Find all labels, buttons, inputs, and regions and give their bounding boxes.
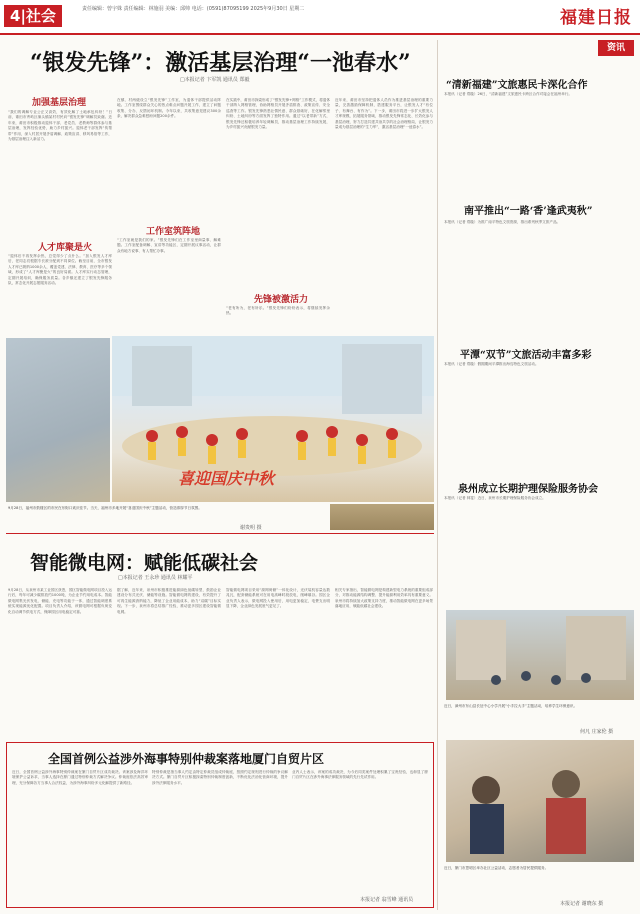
second-headline: 智能微电网：赋能低碳社会 <box>30 552 259 574</box>
page-number: 4 <box>10 7 21 25</box>
subhead-4: 先锋被激活力 <box>254 295 309 305</box>
sidebar-bottom-photo-art <box>446 740 634 862</box>
photo-credit: 谢贵明 摄 <box>240 525 262 531</box>
section-rule <box>6 533 434 534</box>
sidebar-photo <box>446 610 634 700</box>
body-col-3b: “老有所为，老有所乐。”银发先锋们纷纷表示，将继续发挥余热。 <box>226 306 330 316</box>
sidebar-title-2: 南平推出“一路‘香’逢武夷秋” <box>464 206 593 217</box>
sidebar-text-2: 本报讯（记者 郑璇）为推广南平特色文旅资源，推出系列秋季文旅产品。 <box>444 220 561 224</box>
sidebar-bottom-caption: 近日，厦门市思明区举办社区公益活动，志愿者为居民提供服务。 <box>444 866 549 870</box>
left-inset-photo <box>6 338 110 502</box>
second-col-3: 智能微电网项目采用“源网荷储”一体化设计，光伏装机容量达数兆瓦，配套储能系统可在用电高峰时段放电，削峰填谷。园区企业负责人表示，微电网投入使用后，用电更加稳定，电费支出明显下降，企业绿色发展底气更足了。 <box>226 588 330 609</box>
sidebar-title-3: 平潭“双节”文旅活动丰富多彩 <box>460 350 592 361</box>
second-col-1: 9月28日，从泉州市某工业园区获悉，园区智能微电网项目投入运行后，每年可减少碳排放约1000吨，为企业节约用电成本。智能微电网集光伏发电、储能、充电等功能于一体，通过智能调度系统实现能源优化配置。项目负责人介绍，该微电网可根据负荷变化自动调节供电方式，保障园区用电稳定可靠。 <box>8 588 112 614</box>
header-rule <box>0 33 640 35</box>
sidebar-photo-credit: 何凡 庄家伦 摄 <box>580 729 614 735</box>
body-col-4: 近年来，莆田市坚持把退休人员作为推进基层治理的重要力量，完善激励保障机制，搭建服务平台，让银发人才“有位子、有舞台、有作为”。下一步，莆田市将进一步扩大银发人才库规模，拓展服务领域，推动银发先锋常态化、长效化参与基层治理，努力打造共建共治共享的社会治理格局，让银发力量成为基层治理的“生力军”，激活基层治理“一池春水”。 <box>335 98 433 130</box>
sidebar-bottom-credit: 本报记者 谢晓东 摄 <box>560 901 604 907</box>
page-section-tag: 4|社会 <box>4 5 62 27</box>
sidebar-photo-art <box>446 610 634 700</box>
main-byline: □本报记者 卞军凯 通讯员 郑毅 <box>180 77 250 83</box>
sidebar-text-4: 本报讯（记者 林雯）近日，泉州市长期护理保险服务协会成立。 <box>444 496 546 500</box>
festival-photo <box>112 336 434 502</box>
body-col-1b: “退休后不再发挥余热，总觉得少了点什么。”加入银发人才库后，老同志们根据专长被分配到不同岗位。截至目前，全市银发人才库已吸纳1000余人，覆盖党建、法律、教育、医疗等多个领域，形成了“人才库聚是火”的良好局面。人才库实行动态管理，定期开展培训，确保服务质量。各乡镇还建立了银发先锋服务队，常态化开展志愿服务活动。 <box>8 254 112 286</box>
banner-text: 喜迎国庆中秋 <box>178 469 275 488</box>
body-col-3: 在实践中，莆田市探索形成了“银发先锋+网格”工作模式，将退休干部纳入网格管理，协助网格员开展矛盾排查、政策宣传、安全巡查等工作。银发先锋熟悉社情民意、群众基础好，在化解邻里纠纷、土地纠纷等方面发挥了独特作用。通过“以老带新”方式，银发先锋还积极培养年轻调解员，推动基层治理工作持续发展，为乡村振兴贡献银发力量。 <box>226 98 330 130</box>
bottom-credit: 本报记者 翁雪峰 通讯员 <box>360 897 414 903</box>
bottom-col-2: 特别仲裁是指当事人约定由特定仲裁员组成仲裁庭，按照约定规则进行仲裁的争议解决方式。厦门自贸片区积极探索特别仲裁制度创新，不断优化法治化营商环境，提升涉外法律服务水平。 <box>152 770 288 785</box>
subhead-1: 加强基层治理 <box>32 98 87 108</box>
sidebar-title-4: 泉州成立长期护理保险服务协会 <box>458 484 598 495</box>
second-col-2: 据了解，近年来，泉州市积极推进能源绿色低碳转型，鼓励企业建设分布式光伏、储能等设施。智能微电网的建设，有效提升了可再生能源消纳能力，降低了企业用能成本，助力“双碳”目标实现。下一步，泉州市将总结推广经验，推动更多园区建设智能微电网。 <box>117 588 221 614</box>
section-name: 社会 <box>25 7 56 25</box>
second-byline: □本报记者 王永珍 通讯员 林耀平 <box>118 575 193 581</box>
bottom-headline: 全国首例公益涉外海事特别仲裁案落地厦门自贸片区 <box>48 752 325 766</box>
sidebar-bottom-photo <box>446 740 634 862</box>
sidebar-photo-caption: 近日，漳州市东山县长征中心小学开展“小手拉大手”主题活动，培养学生环保意识。 <box>444 704 578 708</box>
subhead-2: 人才库聚是火 <box>38 243 93 253</box>
sidebar-label: 资讯 <box>598 40 634 56</box>
second-col-4: 相关专家指出，智能微电网是构建新型电力系统的重要组成部分，对推动能源结构调整、提升能源利用效率具有重要意义。泉州市将持续加大政策支持力度，推动智能微电网在更多场景落地应用，赋能低碳社会建设。 <box>335 588 433 609</box>
body-col-2: 在镇、村两级设立“银发先锋”工作室，为退休干部提供活动阵地。工作室围绕群众关心的热点难点问题开展工作，建立了问题收集、分办、反馈闭环机制。今年以来，共收集意见建议300余条，解决群众急难愁盼问题200余件。 <box>117 98 221 119</box>
editors-line: 责任编辑：曾宇姝 责任编辑：林施羽 美编：邱帅 电话：(0591)87095199 2025年9月30日 星期二 <box>82 6 305 12</box>
sidebar-title-1: “清新福建”文旅惠民卡深化合作 <box>446 80 588 91</box>
body-col-1: “我们的调解专业公正又高效，有效化解了土地承包纠纷！”日前，莆田市秀屿区埭头镇某村村民向“银发先锋”调解员致谢。近年来，莆田市积极推动退休干部、老党员、老教师等群体参与基层治理，发挥经验优势，助力乡村振兴。退休老干部发挥“传帮带”作用，深入村居开展矛盾调解、政策宣讲、移风易俗等工作，为基层治理注入新活力。 <box>8 110 112 142</box>
sidebar-text-3: 本报讯（记者 郑璇）假期期间平潭推出海岛特色文旅活动。 <box>444 362 539 366</box>
sidebar-text-1: 本报讯（记者 郑璇）26日，“清新福建”文旅惠民卡跨区合作对接会在福州举行。 <box>444 92 573 96</box>
small-photo <box>330 504 434 530</box>
bottom-col-3: 业内人士表示，该案的成功裁决，为今后同类案件处理积累了宝贵经验，也彰显了厦门自贸片区在涉外海事法律服务领域的先行先试作用。 <box>292 770 428 780</box>
subhead-3: 工作室筑阵地 <box>146 227 201 237</box>
column-divider <box>437 40 438 910</box>
main-headline: “银发先锋”：激活基层治理“一池春水” <box>30 50 411 76</box>
bottom-col-1: 近日，全国首例公益涉外海事特别仲裁案在厦门自贸片区成功裁决。该案涉及海洋环境保护公益诉求，当事人选择在厦门通过特别仲裁方式解决争议。仲裁庭依法高效审理，充分保障各方当事人合法权益，为涉外海事纠纷多元化解提供了新路径。 <box>12 770 148 785</box>
photo-caption: 9月28日，福州市鼓楼区的市民在东街口欢庆佳节。当天，福州市多地开展“喜迎国庆中秋”主题活动，营造浓厚节日氛围。 <box>8 506 202 510</box>
body-col-2b: “工作室就是我们的家。”银发先锋们在工作室里商量事、解难题。工作室配备调解、宣讲等功能区，定期开展议事活动，让群众有地方说事、有人帮忙办事。 <box>117 238 221 253</box>
brand-logo: 福建日报 <box>560 8 632 28</box>
